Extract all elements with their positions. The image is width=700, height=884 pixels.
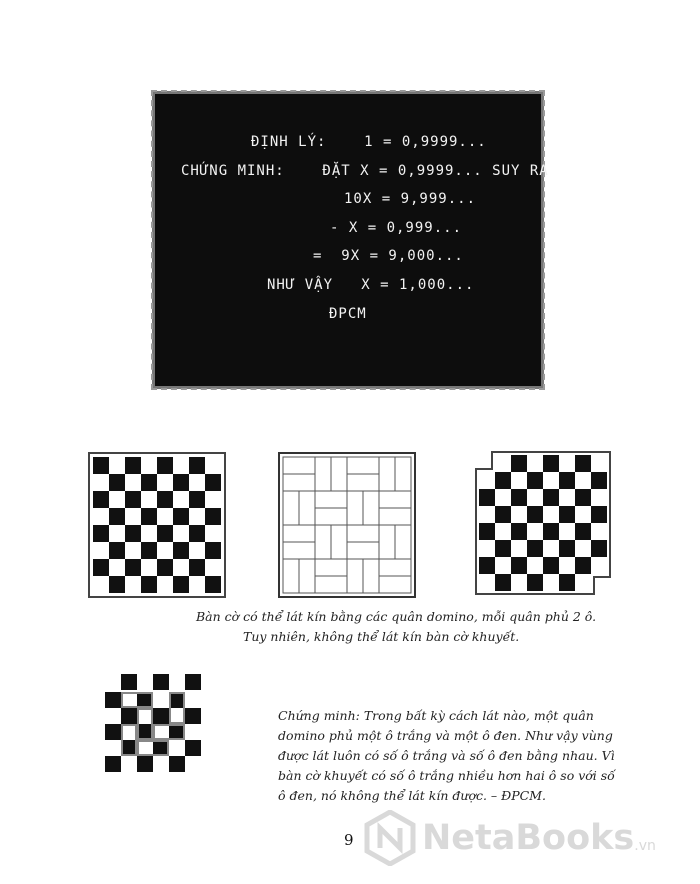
- domino: [283, 525, 315, 542]
- mutilated-checkerboard: [474, 450, 614, 600]
- proof-line-4: = 9X = 9,000...: [313, 248, 464, 264]
- light-square: [479, 506, 495, 523]
- light-square: [543, 540, 559, 557]
- domino: [315, 491, 347, 508]
- light-square: [495, 557, 511, 574]
- watermark-logo: [364, 810, 656, 866]
- light-square: [205, 525, 221, 542]
- light-square: [137, 740, 153, 756]
- dark-square: [559, 506, 575, 523]
- proof-line-1: CHỨNG MINH: ĐẶT X = 0,9999... SUY RA: [181, 163, 549, 179]
- dark-square: [527, 574, 543, 591]
- light-square: [141, 491, 157, 508]
- light-square: [153, 692, 169, 708]
- dark-square: [205, 576, 221, 593]
- domino: [299, 559, 315, 593]
- dark-square: [153, 674, 169, 690]
- dark-square: [125, 525, 141, 542]
- dark-square: [105, 756, 121, 772]
- light-square: [189, 542, 205, 559]
- domino: [283, 542, 315, 559]
- domino: [299, 491, 315, 525]
- dark-square: [575, 523, 591, 540]
- light-square: [153, 724, 169, 740]
- netabooks-logo-icon: [364, 810, 416, 866]
- domino: [379, 576, 411, 593]
- light-square: [157, 542, 173, 559]
- dark-square: [511, 557, 527, 574]
- light-square: [141, 457, 157, 474]
- dark-square: [189, 457, 205, 474]
- light-square: [121, 692, 137, 708]
- light-square: [109, 491, 125, 508]
- light-square: [479, 574, 495, 591]
- domino: [347, 457, 379, 474]
- dark-square: [169, 756, 185, 772]
- light-square: [109, 559, 125, 576]
- light-square: [527, 489, 543, 506]
- domino: [395, 457, 411, 491]
- light-square: [591, 489, 607, 506]
- domino: [315, 508, 347, 525]
- light-square: [153, 756, 169, 772]
- light-square: [189, 576, 205, 593]
- dark-square: [137, 724, 153, 740]
- domino: [379, 508, 411, 525]
- dark-square: [157, 457, 173, 474]
- dark-square: [93, 525, 109, 542]
- dark-square: [121, 674, 137, 690]
- light-square: [511, 472, 527, 489]
- light-square: [169, 740, 185, 756]
- light-square: [559, 557, 575, 574]
- dark-square: [125, 457, 141, 474]
- dark-square: [137, 756, 153, 772]
- light-square: [559, 489, 575, 506]
- light-square: [157, 576, 173, 593]
- domino: [315, 525, 331, 559]
- dark-square: [205, 474, 221, 491]
- light-square: [125, 542, 141, 559]
- dark-square: [189, 525, 205, 542]
- dark-square: [169, 692, 185, 708]
- full-checkerboard: [88, 452, 226, 598]
- light-square: [141, 525, 157, 542]
- domino: [347, 525, 379, 542]
- dark-square: [109, 576, 125, 593]
- domino: [395, 525, 411, 559]
- light-square: [495, 489, 511, 506]
- dark-square: [105, 724, 121, 740]
- domino: [283, 474, 315, 491]
- light-square: [169, 708, 185, 724]
- light-square: [205, 559, 221, 576]
- light-square: [189, 474, 205, 491]
- dark-square: [495, 472, 511, 489]
- light-square: [125, 576, 141, 593]
- dark-square: [543, 557, 559, 574]
- dark-square: [141, 576, 157, 593]
- caption-line-1: Bàn cờ có thể lát kín bằng các quân domino, mỗi quân phủ 2 ô.: [196, 609, 597, 624]
- dark-square: [173, 542, 189, 559]
- dark-square: [109, 508, 125, 525]
- light-square: [479, 540, 495, 557]
- dark-square: [205, 508, 221, 525]
- dark-square: [125, 491, 141, 508]
- dark-square: [543, 455, 559, 472]
- dark-square: [173, 576, 189, 593]
- domino: [331, 457, 347, 491]
- dark-square: [125, 559, 141, 576]
- light-square: [591, 557, 607, 574]
- light-square: [185, 724, 201, 740]
- light-square: [173, 559, 189, 576]
- dark-square: [479, 523, 495, 540]
- light-square: [169, 674, 185, 690]
- light-square: [173, 457, 189, 474]
- dark-square: [543, 523, 559, 540]
- light-square: [543, 574, 559, 591]
- light-square: [559, 455, 575, 472]
- light-square: [93, 474, 109, 491]
- dark-square: [527, 472, 543, 489]
- proof-paragraph: Chứng minh: Trong bất kỳ cách lát nào, một quân domino phủ một ô trắng và một ô đen. Như vậy vùng được lát luôn có số ô trắng và số ô đen bằng nhau. Vì bàn cờ khuyết có số ô trắng nhiều hơn hai ô so với số ô đen, nó không thể lát kín được. – ĐPCM.: [278, 708, 615, 803]
- dark-square: [591, 472, 607, 489]
- dark-square: [93, 491, 109, 508]
- light-square: [591, 523, 607, 540]
- dark-square: [495, 540, 511, 557]
- light-square: [575, 472, 591, 489]
- light-square: [125, 474, 141, 491]
- light-square: [511, 506, 527, 523]
- light-square: [495, 455, 511, 472]
- light-square: [173, 525, 189, 542]
- dark-square: [121, 708, 137, 724]
- dark-square: [511, 489, 527, 506]
- dark-square: [169, 724, 185, 740]
- dark-square: [121, 740, 137, 756]
- domino: [379, 457, 395, 491]
- dark-square: [543, 489, 559, 506]
- qed-line: ĐPCM: [329, 306, 367, 322]
- dark-square: [185, 674, 201, 690]
- domino: [283, 491, 299, 525]
- light-square: [527, 455, 543, 472]
- dark-square: [527, 506, 543, 523]
- domino: [347, 542, 379, 559]
- light-square: [125, 508, 141, 525]
- dark-square: [173, 508, 189, 525]
- dark-square: [157, 491, 173, 508]
- dark-square: [109, 542, 125, 559]
- dark-square: [527, 540, 543, 557]
- domino: [347, 474, 379, 491]
- dark-square: [185, 740, 201, 756]
- dark-square: [575, 557, 591, 574]
- dark-square: [479, 489, 495, 506]
- dark-square: [93, 559, 109, 576]
- domino: [315, 457, 331, 491]
- light-square: [109, 457, 125, 474]
- dark-square: [105, 692, 121, 708]
- light-square: [93, 576, 109, 593]
- dark-square: [141, 474, 157, 491]
- light-square: [109, 525, 125, 542]
- dark-square: [559, 472, 575, 489]
- light-square: [189, 508, 205, 525]
- proof-line-2: 10X = 9,999...: [344, 191, 477, 207]
- light-square: [121, 724, 137, 740]
- light-square: [575, 506, 591, 523]
- light-square: [543, 506, 559, 523]
- dark-square: [591, 506, 607, 523]
- dark-square: [495, 574, 511, 591]
- light-square: [157, 508, 173, 525]
- light-square: [511, 574, 527, 591]
- light-square: [121, 756, 137, 772]
- domino: [347, 559, 363, 593]
- dark-square: [137, 692, 153, 708]
- domino: [283, 559, 299, 593]
- dark-square: [575, 455, 591, 472]
- light-square: [105, 708, 121, 724]
- dark-square: [157, 525, 173, 542]
- dark-square: [511, 523, 527, 540]
- domino: [347, 491, 363, 525]
- domino: [283, 457, 315, 474]
- dark-square: [479, 557, 495, 574]
- light-square: [575, 540, 591, 557]
- dark-square: [575, 489, 591, 506]
- chalkboard-theorem: [152, 91, 549, 389]
- light-square: [173, 491, 189, 508]
- light-square: [527, 523, 543, 540]
- domino: [363, 559, 379, 593]
- domino: [315, 576, 347, 593]
- light-square: [205, 491, 221, 508]
- dark-square: [185, 708, 201, 724]
- dark-square: [205, 542, 221, 559]
- light-square: [559, 523, 575, 540]
- domino-tiling-board: [278, 452, 416, 598]
- domino: [315, 559, 347, 576]
- domino-coloring-diagram: [103, 672, 207, 780]
- light-square: [495, 523, 511, 540]
- light-square: [93, 508, 109, 525]
- dark-square: [189, 491, 205, 508]
- light-square: [105, 740, 121, 756]
- dark-square: [153, 740, 169, 756]
- dark-square: [189, 559, 205, 576]
- watermark-brand: NetaBooks: [422, 818, 635, 858]
- light-square: [185, 692, 201, 708]
- dark-square: [153, 708, 169, 724]
- proof-line-5: NHƯ VẬY X = 1,000...: [267, 277, 475, 293]
- domino: [379, 525, 395, 559]
- light-square: [543, 472, 559, 489]
- dark-square: [141, 508, 157, 525]
- dark-square: [141, 542, 157, 559]
- page-number: 9: [344, 831, 354, 849]
- light-square: [137, 674, 153, 690]
- light-square: [527, 557, 543, 574]
- dark-square: [157, 559, 173, 576]
- dark-square: [495, 506, 511, 523]
- proof-line-3: - X = 0,999...: [330, 220, 463, 236]
- light-square: [93, 542, 109, 559]
- light-square: [575, 574, 591, 591]
- domino: [363, 491, 379, 525]
- light-square: [205, 457, 221, 474]
- light-square: [511, 540, 527, 557]
- dark-square: [511, 455, 527, 472]
- dark-square: [559, 574, 575, 591]
- dark-square: [591, 540, 607, 557]
- light-square: [141, 559, 157, 576]
- light-square: [591, 455, 607, 472]
- domino: [379, 491, 411, 508]
- dark-square: [173, 474, 189, 491]
- light-square: [479, 472, 495, 489]
- dark-square: [559, 540, 575, 557]
- dark-square: [109, 474, 125, 491]
- theorem-line: ĐỊNH LÝ: 1 = 0,9999...: [251, 134, 487, 150]
- domino: [331, 525, 347, 559]
- domino: [379, 559, 411, 576]
- dark-square: [93, 457, 109, 474]
- light-square: [137, 708, 153, 724]
- caption-line-2: Tuy nhiên, không thể lát kín bàn cờ khuyết.: [243, 629, 520, 644]
- watermark-suffix: .vn: [634, 838, 656, 854]
- light-square: [157, 474, 173, 491]
